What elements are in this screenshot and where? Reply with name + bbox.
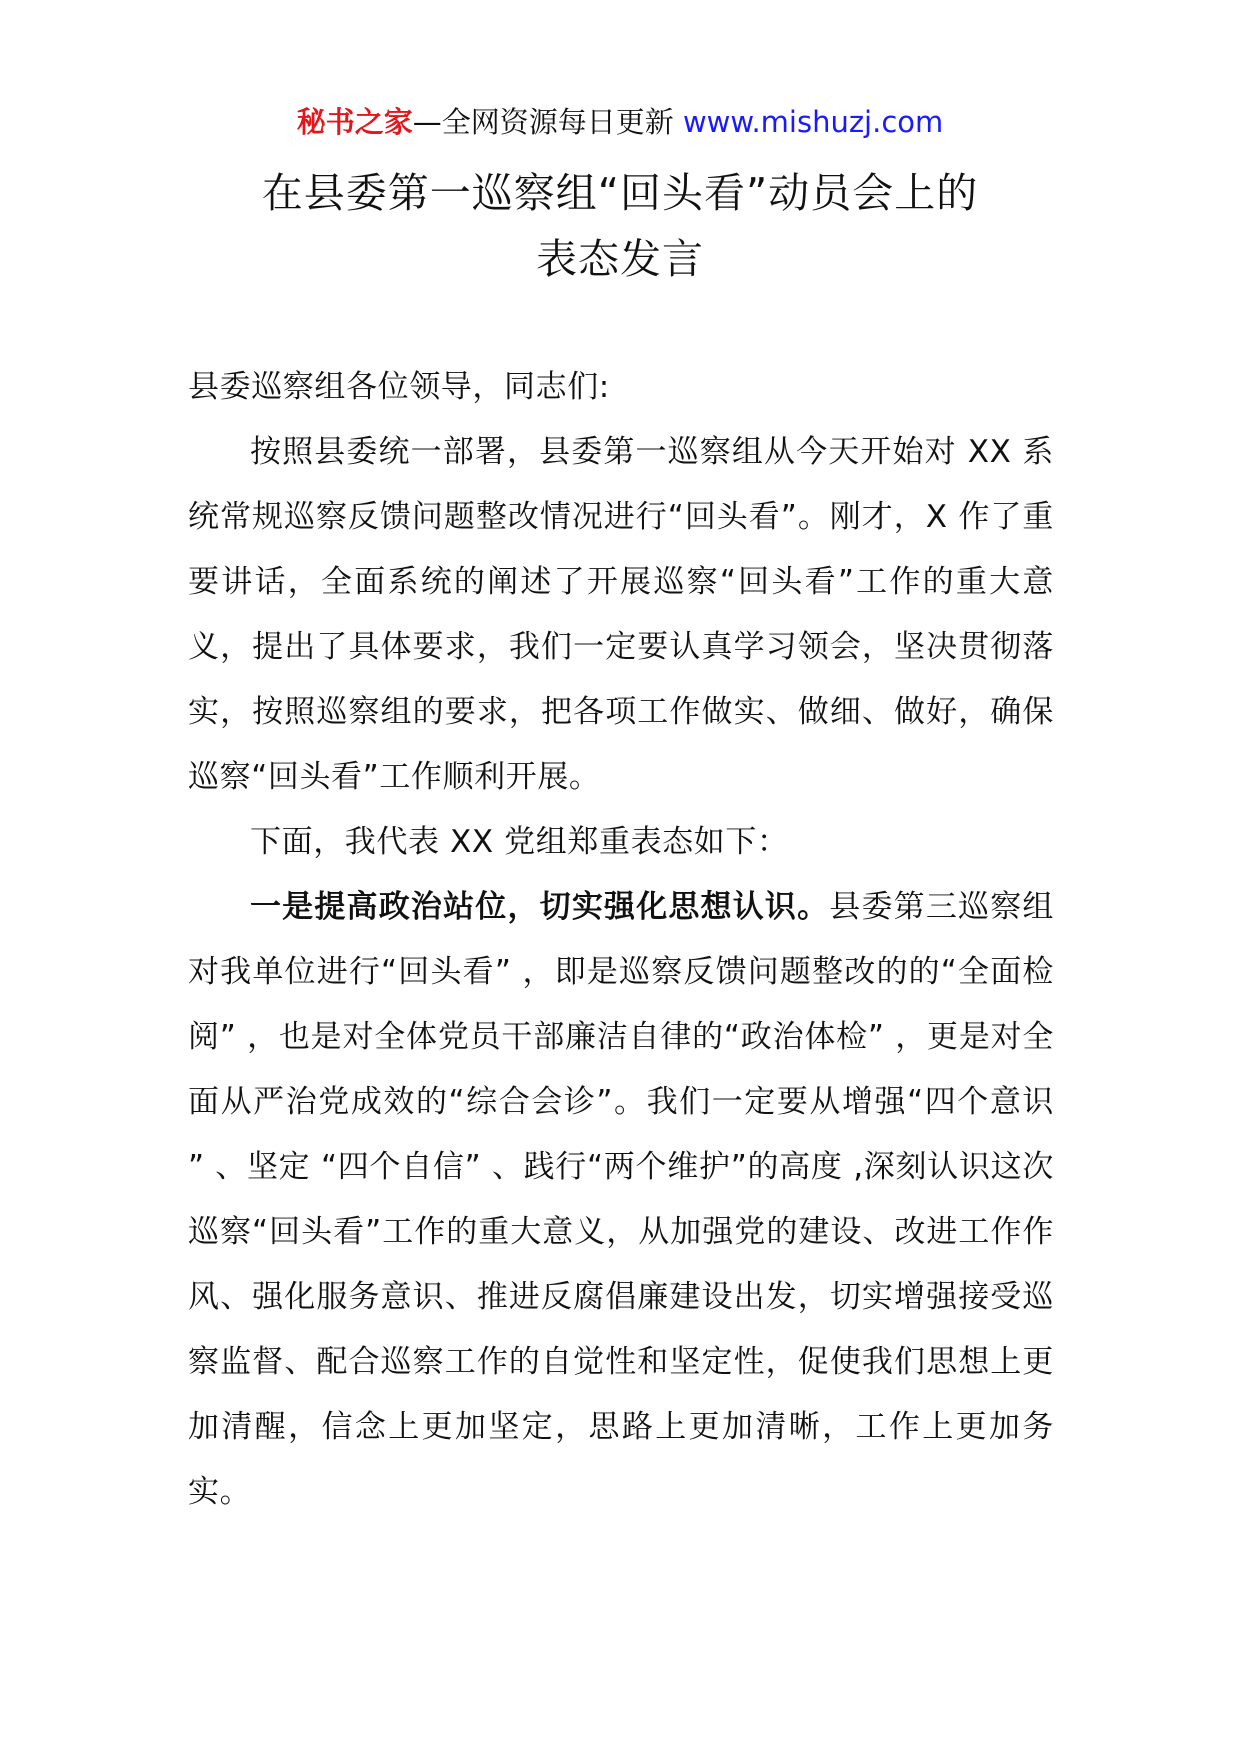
document-title [150, 160, 1090, 292]
paragraph-intro: 按照县委统一部署，县委第一巡察组从今天开始对 XX 系统常规巡察反馈问题整改情况进行“回头看”。刚才，X 作了重要讲话，全面系统的阐述了开展巡察“回头看”工作的重大意义，提出了具体要求，我们一定要认真学习领会，坚决贯彻落实，按照巡察组的要求，把各项工作做实、做细、做好，确保巡察“回头看”工作顺利开展。 [188, 434, 1054, 795]
site-banner [0, 100, 1240, 144]
point-one-body: 县委第三巡察组对我单位进行“回头看” ，即是巡察反馈问题整改的的“全面检阅” ，也是对全体党员干部廉洁自律的“政治体检” ，更是对全面从严治党成效的“综合会诊”。我们一定要从增强“四个意识 ” 、坚定 “四个自信” 、践行“两个维护”的高度 ,深刻认识这次巡察“回头看”工作的重大意义，从加强党的建设、改进工作作风、强化服务意识、推进反腐倡廉建设出发，切实增强接受巡察监督、配合巡察工作的自觉性和坚定性，促使我们思想上更加清醒，信念上更加坚定，思路上更加清晰，工作上更加务实。 [188, 889, 1054, 1510]
banner-slogan: —全网资源每日更新 [412, 105, 683, 139]
document-body [188, 355, 1054, 1525]
title-line-2: 表态发言 [536, 235, 704, 283]
salutation: 县委巡察组各位领导，同志们: [188, 369, 610, 405]
paragraph-point-one [188, 875, 1054, 1525]
site-url-link[interactable]: www.mishuzj.com [682, 105, 944, 139]
point-one-heading: 一是提高政治站位，切实强化思想认识。 [250, 889, 830, 925]
title-line-1: 在县委第一巡察组“回头看”动员会上的 [261, 169, 979, 217]
paragraph-statement-lead: 下面，我代表 XX 党组郑重表态如下： [250, 824, 789, 860]
brand-name: 秘书之家 [296, 105, 413, 139]
